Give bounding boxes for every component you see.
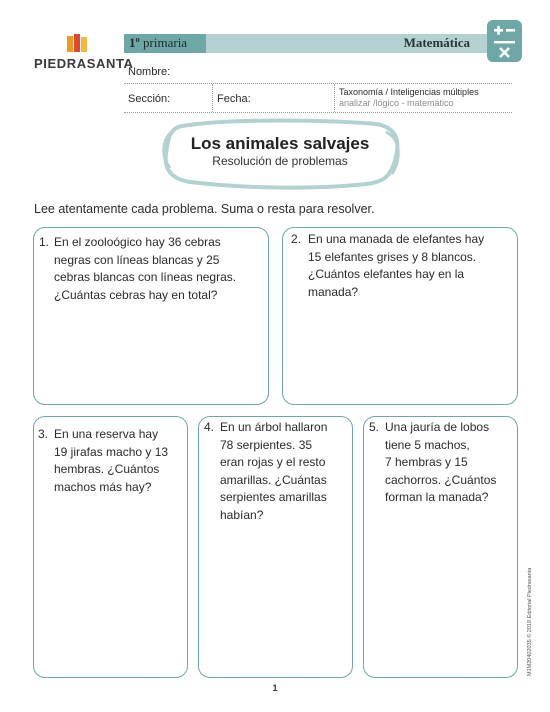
problem-text: Una jauría de lobos tiene 5 machos, 7 hembras y 15 cachorros. ¿Cuántos forman la manada? [385,420,497,504]
instructions: Lee atentamente cada problema. Suma o resta para resolver. [34,202,375,216]
section-label: Sección: [128,93,171,105]
grade-number: 1º [129,35,140,50]
problem-box [33,227,269,405]
problem-box [198,416,353,678]
date-label: Fecha: [217,93,251,105]
problem-number: 5. [369,420,380,434]
divider [334,84,335,112]
name-label: Nombre: [128,66,171,78]
publisher-logo [34,34,134,74]
subject-title: Matemática [403,35,470,50]
grade-label [124,34,206,53]
problem-box [282,227,518,405]
taxonomy-title: Taxonomía / Inteligencias múltiples [339,87,479,97]
problem-number: 3. [38,427,49,441]
plus-minus-times-icon [487,20,522,62]
problem-box [33,416,188,678]
document-code: M1M20402035 © 2018 Editorial Piedrasanta [527,567,533,676]
page-subtitle: Resolución de problemas [212,154,348,168]
logo-text: PIEDRASANTA [34,56,134,71]
divider [212,84,213,112]
divider [124,83,512,84]
problem-number: 1. [39,235,50,249]
problem-text: En el zooloógico hay 36 cebras negras con líneas blancas y 25 cebras blancas con líneas negras. ¿Cuántas cebras hay en total? [54,235,237,302]
page-number: 1 [272,683,278,693]
problem-text: En un árbol hallaron 78 serpientes. 35 eran rojas y el resto amarillas. ¿Cuántas serpientes amarillas habían? [220,420,328,522]
page-title: Los animales salvajes [190,134,370,153]
problem-text: En una reserva hay 19 jirafas macho y 13 hembras. ¿Cuántos machos más hay? [54,427,169,494]
taxonomy-values: analizar /lógico - matemático [339,98,454,108]
grade-level: primaria [143,35,188,50]
problem-number: 2. [291,232,302,246]
problem-text: En una manada de elefantes hay 15 elefantes grises y 8 blancos. ¿Cuántos elefantes hay en la manada? [308,232,485,299]
header-bar [124,34,496,53]
problem-number: 4. [204,420,215,434]
problem-box [363,416,518,678]
book-logo-icon [66,34,88,54]
divider [124,112,512,113]
